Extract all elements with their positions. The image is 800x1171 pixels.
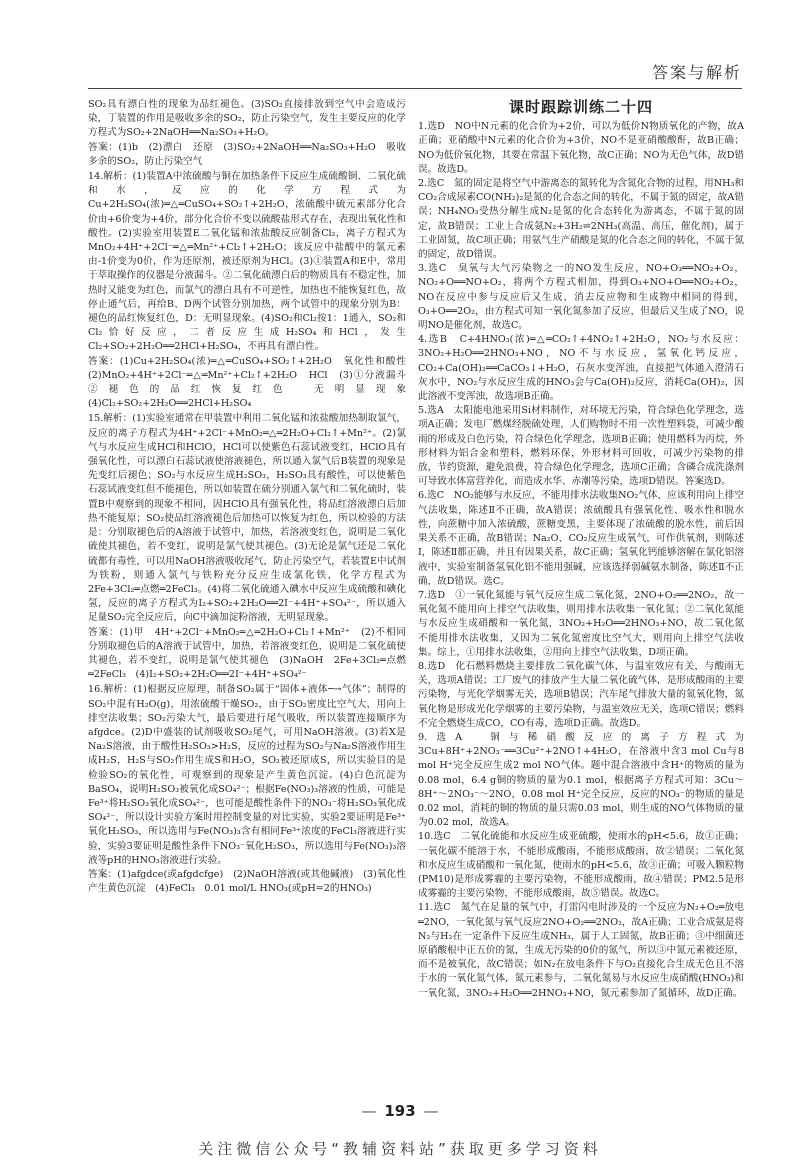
list-item: 3.选C 臭氧与大气污染物之一的NO发生反应，NO+O₃══NO₂+O₂，NO₂+O══NO+O₂，将两个方程式相加，得到O₃+NO+O══NO₂+O₂，NO在反应中参与反应后又生成，消去反应物和生成物中相同的得到，O₃+O══2O₂，由方程式可知一氧化氮参加了反应，但最后又生成了NO，说明NO是催化剂，故选C。 <box>418 263 744 332</box>
list-item: 7.选D ①一氧化氮能与氧气反应生成二氧化氮，2NO+O₂══2NO₂，故一氧化氮不能用向上排空气法收集，则用排水法收集一氧化氮；②二氧化氮能与水反应生成硝酸和一氧化氮，3NO₂+H₂O══2HNO₃+NO，故二氧化氮不能用排水法收集，又因为二氧化氮密度比空气大，则用向上排空气法收集。综上，①用排水法收集，②用向上排空气法收集，D项正确。 <box>418 589 744 658</box>
list-item: 8.选D 化石燃料燃烧主要排放二氧化碳气体，与温室效应有关，与酸雨无关，选项A错误；工厂废气的排放产生大量二氧化硫气体，是形成酸雨的主要污染物，与光化学烟雾无关，选项B错误；汽车尾气排放大量的氮氧化物，氮氧化物是形成光化学烟雾的主要污染物，与温室效应无关，选项C错误；燃料不完全燃烧生成CO，CO有毒，选项D正确。故选D。 <box>418 660 744 729</box>
footer-note: 关注微信公众号“教辅资料站”获取更多学习资料 <box>198 1140 602 1158</box>
list-item: 1.选D NO中N元素的化合价为+2价，可以为低价N物质氧化的产物，故A正确；亚硝酸中N元素的化合价为+3价，NO不是亚硝酸酸酐，故B正确；NO为低价氧化物，其要在常温下氧化物，故C正确；NO为无色气体，故D错误。故选D。 <box>418 121 744 175</box>
list-item: 9.选A 铜与稀硝酸反应的离子方程式为3Cu+8H⁺+2NO₃⁻══3Cu²⁺+2NO↑+4H₂O，在溶液中含3 mol Cu与8 mol H⁺完全反应生成2 mol NO气体。题中混合溶液中含H⁺的物质的量为0.08 mol，6.4 g铜的物质的量为0.1 mol，根据离子方程式可知：3Cu～8H⁺～2NO₃⁻～2NO，0.08 mol H⁺完全反应，反应的NO₃⁻的物质的量是0.02 mol，消耗的铜的物质的量只需0.03 mol，则生成的NO气体物质的量为0.02 mol，故选A。 <box>418 731 744 829</box>
list-item: 5.选A 太阳能电池采用Si材料制作，对环境无污染，符合绿色化学理念，选项A正确；发电厂燃煤经脱硫处理，人们购物时不用一次性塑料袋，可减少酸雨的形成及白色污染，符合绿色化学理念，选项B正确；使用燃料为丙烷，外形材料为铝合金和塑料，燃料环保，外形材料可回收，可减少污染物的排放，节约资源，避免浪费，符合绿色化学理念，选项C正确；含磷合成洗涤剂可导致水体富营养化，而造成水华、赤潮等污染，选项D错误。答案选D。 <box>418 405 744 488</box>
page-number-value: 193 <box>384 1102 416 1120</box>
right-column <box>418 98 744 1130</box>
list-item: 4.选B C+4HNO₃(浓)═△═CO₂↑+4NO₂↑+2H₂O，NO₂与水反应：3NO₂+H₂O══2HNO₃+NO，NO不与水反应，氢氧化钙反应，CO₂+Ca(OH)₂══CaCO₃↓+H₂O，石灰水变浑浊，直接把气体通入澄清石灰水中，NO₂与水反应生成的HNO₃会与Ca(OH)₂反应，消耗Ca(OH)₂，因此溶液不变浑浊，故选项B正确。 <box>418 334 744 403</box>
left-column <box>88 98 416 1130</box>
list-item: 6.选C NO₂能够与水反应，不能用排水法收集NO₂气体，应该利用向上排空气法收集，陈述Ⅱ不正确，故A错误；浓硫酸具有强氧化性、吸水性和脱水性，向蔗糖中加入浓硫酸，蔗糖变黑，主要体现了浓硫酸的脱水性，前后因果关系不正确，故B错误；Na₂O、CO₂反应生成氧气，可作供氧剂，则陈述Ⅰ，陈述Ⅱ都正确，并且有因果关系，故C正确；氢氧化钙能够溶解在氯化铝溶液中，实验室制备氢氧化铝不能用强碱，应该选择弱碱氨水制备，陈述Ⅱ不正确，故D错误。选C。 <box>418 490 744 587</box>
section-title: 课时跟踪训练二十四 <box>508 98 653 116</box>
item-15-analysis: 15.解析：(1)实验室通常在甲装置中利用二氧化锰和浓盐酸加热制取氯气，反应的离子方程式为4H⁺+2Cl⁻+MnO₂═△═2H₂O+Cl₂↑+Mn²⁺。(2)氯气与水反应生成HCl和HClO，HCl可以使紫色石蕊试液变红，HClO具有强氧化性，可以漂白石蕊试液使溶液褪色，所以通入氯气后B装置的现象是先变红后褪色；SO₂与水反应生成H₂SO₃，H₂SO₃具有酸性，可以使紫色石蕊试液变红但不能褪色，所以如装置在硫分别通入氯气和二氧化硫时，装置B中观察到的现象不相同，因HClO具有强氧化性，将品红溶液漂白后加热不能复原；SO₂使品红溶液褪色后加热可以恢复为红色，所以检验的方法是：分别取褪色后的A溶液于试管中，加热，若溶液变红色，说明是二氧化硫使其褪色，若不变红，说明是氯气使其褪色。(3)无论是氯气还是二氧化硫都有毒性，可以用NaOH溶液吸收尾气，防止污染空气，若装置E中试剂为铁粉，则通入氯气与铁粉充分反应生成氯化铁，化学方程式为2Fe+3Cl₂═点燃═2FeCl₃。(4)将二氧化硫通入碘水中反应生成硫酸和碘化氢，反应的离子方程式为I₂+SO₂+2H₂O══2I⁻+4H⁺+SO₄²⁻，所以通入足量SO₂完全反应后，向C中滴加淀粉溶液，无明显现象。 <box>88 413 406 624</box>
item-14-analysis: 14.解析：(1)装置A中浓硫酸与铜在加热条件下反应生成硫酸铜、二氧化硫和水，反应的化学方程式为Cu+2H₂SO₄(浓)═△═CuSO₄+SO₂↑+2H₂O，浓硫酸中硫元素部分化合价由+6价变为+4价，部分化合价不变以硫酸盐形式存在，表现出氧化性和酸性。(2)实验室用装置E二氧化锰和浓盐酸反应制备Cl₂，离子方程式为MnO₂+4H⁺+2Cl⁻═△═Mn²⁺+Cl₂↑+2H₂O；该反应中盐酸中的氯元素由-1价变为0价，作为还原剂，被还原剂为HCl。(3)①装置A和E中，常用于萃取操作的仪器是分液漏斗。②二氧化硫漂白后的物质具有不稳定性，加热时又能变为红色，而氯气的漂白具有不可逆性，加热也不能恢复红色，故停止通气后，再给B、D两个试管分别加热，两个试管中的现象分别为B：褪色的品红恢复红色，D：无明显现象。(4)SO₂和Cl₂按1：1通入，SO₂和Cl₂恰好反应，二者反应生成H₂SO₄和HCl，发生Cl₂+SO₂+2H₂O══2HCl+H₂SO₄，不再具有漂白性。 <box>88 171 406 353</box>
page-number-dash-right: — <box>423 1102 439 1120</box>
page-number <box>0 1102 800 1120</box>
header-title: 答案与解析 <box>651 63 742 82</box>
list-item: 11.选C 氮气在足量的氧气中，打雷闪电时涉及的一个反应为N₂+O₂═放电═2NO，一氧化氮与氧气反应2NO+O₂══2NO₂，故A正确；工业合成氨是将N₂与H₂在一定条件下反应生成NH₃，属于人工固氮，故B正确；③中细菌还原硝酸根中正五价的氮，生成无污染的0价的氮气，所以③中氮元素被还原，而不是被氧化，故C错误；如N₂在放电条件下与O₂直接化合生成无色且不溶于水的一氧化氮气体，氮元素参与，二氧化氮易与水反应生成硝酸(HNO₃)和一氧化氮，3NO₂+H₂O══2HNO₃+NO，氮元素参加了氮循环，故D正确。 <box>418 902 745 999</box>
answer-14: 答案：(1)Cu+2H₂SO₄(浓)═△═CuSO₄+SO₂↑+2H₂O 氧化性和酸性 (2)MnO₂+4H⁺+2Cl⁻═△═Mn²⁺+Cl₂↑+2H₂O HCl (3)①分液漏斗 ②褪色的品红恢复红色 无明显现象 (4)Cl₂+SO₂+2H₂O══2HCl+H₂SO₄ <box>88 355 416 410</box>
answer-15: 答案：(1)甲 4H⁺+2Cl⁻+MnO₂═△═2H₂O+Cl₂↑+Mn²⁺ (2)不相同 分别取褪色后的A溶液于试管中，加热，若溶液变红色，说明是二氧化硫使其褪色，若不变红，说明是氯气使其褪色 (3)NaOH 2Fe+3Cl₂═点燃═2FeCl₃ (4)I₂+SO₂+2H₂O══2I⁻+4H⁺+SO₄²⁻ <box>88 626 416 681</box>
item-16-analysis: 16.解析：(1)根据反应原理，制备SO₂属于“固体+液体─→气体”；制得的SO₂中混有H₂O(g)，用浓硫酸干燥SO₂，由于SO₂密度比空气大，用向上排空法收集；SO₂污染大气，最后要进行尾气吸收，所以装置连接顺序为afgdce。(2)D中盛装的试剂吸收SO₂尾气，可用NaOH溶液。(3)若X是Na₂S溶液，由于酸性H₂SO₃>H₂S，反应的过程为SO₂与Na₂S溶液作用生成H₂S，H₂S与SO₂作用生成S和H₂O，SO₂被还原成S，所以实验目的是检验SO₂的氧化性，可观察到的现象是产生黄色沉淀。(4)白色沉淀为BaSO₄，说明H₂SO₃被氧化成SO₄²⁻；根据Fe(NO₃)₃溶液的性质，可能是Fe³⁺将H₂SO₃氧化成SO₄²⁻，也可能是酸性条件下的NO₃⁻将H₂SO₃氧化成SO₄²⁻，所以设计实验方案时用控制变量的对比实验，实验2要证明是Fe³⁺氧化H₂SO₃，所以选用与Fe(NO₃)₃含有相同Fe³⁺浓度的FeCl₃溶液进行实验，实验3要证明是酸性条件下NO₃⁻氧化H₂SO₃，所以选用与Fe(NO₃)₃溶液等pH的HNO₃溶液进行实验。 <box>88 684 406 866</box>
intro-paragraph: SO₂具有漂白性的现象为品红褪色。(3)SO₂直接排放到空气中会造成污染，丁装置的作用是吸收多余的SO₂，防止污染空气，发生主要反应的化学方程式为SO₂+2NaOH══Na₂SO₃+H₂O。 <box>88 99 406 139</box>
list-item: 10.选C 二氧化硫能和水反应生成亚硫酸，使雨水的pH<5.6，故①正确；一氧化碳不能溶于水，不能形成酸雨，不能形成酸雨，故②错误；二氧化氮和水反应生成硝酸和一氧化氮，使雨水的pH<5.6，故③正确；可吸入颗粒物(PM10)是形成雾霾的主要污染物，不能形成酸雨，故④错误；PM2.5是形成雾霾的主要污染物，不能形成酸雨，故⑤错误。故选C。 <box>418 831 744 900</box>
page-number-dash-left: — <box>361 1102 377 1120</box>
header-rule <box>88 88 742 89</box>
list-item: 2.选C 氮的固定是将空气中游离态的氮转化为含氮化合物的过程，用NH₃和CO₂合成尿素CO(NH₂)₂是氮的化合态之间的转化，不属于氮的固定，故A错误；NH₄NO₃受热分解生成N₂是氮的化合态转化为游离态，不属于氮的固定，故B错误；工业上合成氨N₂+3H₂⇌2NH₃(高温、高压，催化剂)，属于工业固氮，故C项正确；用氨气生产硝酸是氮的化合态之间的转化，不属于氮的固定，故D错误。 <box>418 178 744 261</box>
answer-16: 答案：(1)afgdce(或afgdcfge) (2)NaOH溶液(或其他碱液) (3)氧化性 产生黄色沉淀 (4)FeCl₃ 0.01 mol/L HNO₃(或pH=2的HNO₃) <box>88 868 416 895</box>
answer-13: 答案：(1)b (2)漂白 还原 (3)SO₂+2NaOH══Na₂SO₃+H₂O 吸收多余的SO₂，防止污染空气 <box>88 141 406 167</box>
